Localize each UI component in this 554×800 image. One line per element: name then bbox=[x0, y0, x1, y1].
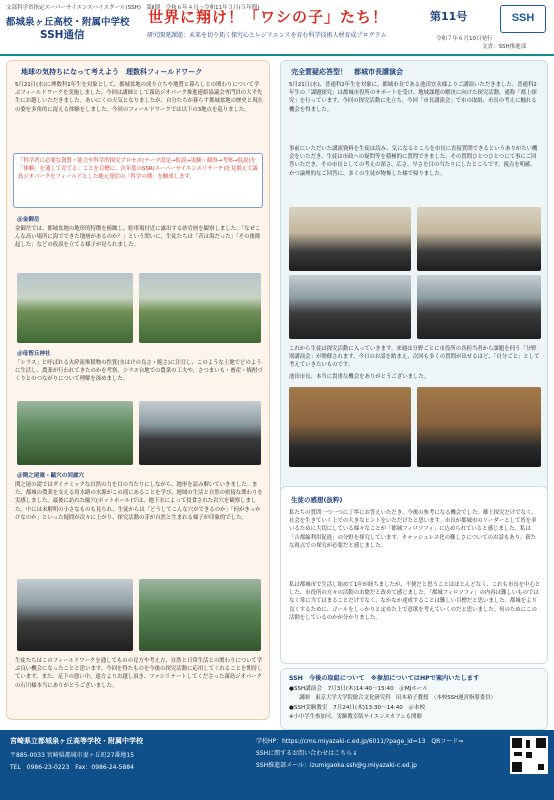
lecture-thanks: 池田市長、本当に貴重な機会をありがとうございました。 bbox=[289, 374, 430, 380]
contact-label: SSHに関するお問い合わせはこちら⇓ bbox=[256, 750, 358, 757]
lecture-qa-text: 事前にいただいた講演資料を生徒は読み、気になるところを市長に直接質問できるというありがたい機会をいただき、生徒は市政への疑問等を積極的に質問できました。その質問ひとつひとつにて事にご回答いただき、その市長としての考えの深さ、広さ、早さを目の当たりにしたところです。視点を明確、かつ論理的なご回答に、多くの生徒が物怖した様で帰りました。 bbox=[289, 146, 538, 177]
student-question-photo bbox=[417, 275, 541, 339]
kanaontake-text: 金御岳では、都城盆地の地形的特徴を俯瞰し、駐車場付近に露出する砂岩層を観察しました。「なぜこんな高い場所に海でできた地層があるのか？」という問いに、生徒たちは「昔は海だった」「その後隆起した」などの仮説を立てる様子が見られました。 bbox=[15, 226, 261, 249]
sekinoo-text: 関之尾の滝ではダイナミックな自然の力を目の当たりにしながら、地形を読み解いていきました。また、都城の農業を支える用水路の水源がこの滝にあることを学び、地域の生活と自然の密接な関わりを実感しました。最後に訪れた甌穴(ポットホール)では、地下水によって侵食された岩穴を観察しました。中には未解明の小さなものも見られ、生徒からは「どうしてこんな穴ができるのか」「何がきっかけなのか」といった疑問が次々に上がり、探究活動の芽が自然と生まれる様子が印象的でした。 bbox=[15, 482, 263, 521]
location-mochio-shrine: ＠母智丘神社 bbox=[17, 351, 51, 357]
footer bbox=[0, 730, 554, 800]
ssh-email-link[interactable]: SSH推進部メール：izumigaoka.ssh@g.miyazaki-c.ed.jp bbox=[256, 762, 417, 769]
fieldwork-summary: 生徒たちはこのフィールドワークを通してものの見方や考え方、自然と日常生活との関わりについて学ぶ良い機会になったことと思います。今回を得たものを今後の探究活動に応用してくれることを期待しています。また、足下の悪い中、遠方よりお越し頂き、ファシリテートしてくださった霧島ジオパークの石川様本当にありがとうございました。 bbox=[15, 658, 263, 689]
fieldwork-article bbox=[6, 60, 270, 720]
event-lecture-speaker: 講師 東京大学大学院総合文化研究科 田本裕子教授 （本校SSH運営指導委員） bbox=[299, 695, 496, 701]
lecture-intro: 5月21日(水)、普通科2年生を対象に、都城市長である池田宜永様よりご講演いただきました。普通科2年生の「課題探究」は都城市役所のサポートを受け、地域課題の解決に向けた探究活動。通称「都上探究」を行っています。今回の探究活動に先立ち、今回「市長講演会」で市の取組、市長の考えに触れる機会を得ました。 bbox=[289, 82, 537, 113]
event-lecture: ●SSH講演会 7月3日(木)14:40～15:40 ＠MJホール bbox=[289, 686, 428, 692]
upcoming-title: SSH 今後の取組について ※参加についてはHPで案内いたします bbox=[289, 675, 480, 682]
sekinoo-pothole-photo bbox=[139, 579, 261, 651]
school-name: 都城泉ヶ丘高校・附属中学校 bbox=[6, 17, 130, 28]
location-sekinoo-falls: ＠関之尾滝・甌穴の回廊穴 bbox=[17, 473, 85, 479]
location-kanaontake: ＠金御岳 bbox=[17, 217, 40, 223]
issue-date: 令和７年６月10日発行 bbox=[436, 36, 493, 42]
mochio-students-photo bbox=[139, 401, 261, 465]
upcoming-events-box bbox=[280, 668, 548, 730]
footer-address: 〒885-0033 宮崎県都城市妻ヶ丘町27番地15 bbox=[10, 752, 135, 759]
lecture-title: 完全質疑応答型！ 都城市長講演会 bbox=[291, 68, 403, 76]
audience-photo-2 bbox=[289, 275, 411, 339]
mochio-landscape-photo bbox=[17, 401, 133, 465]
ssh-logo: SSH bbox=[500, 5, 546, 33]
footer-phone: TEL 0986-23-0223 Fax：0986-24-5884 bbox=[10, 764, 134, 771]
sekinoo-group-photo bbox=[17, 579, 133, 651]
impression-1: 私たちの質問一つ一つに丁寧にお答えいただき、今後の参考になる機会でした。郷土探究だけでなく、社会を生きていく上での大きなヒントをいただけたと思います。市長が都城市のリーダーとして皆を率いるために大切にしている様々なことが「都城フィロソフィ」に込められていると感じました。私は「吉都線利用促進」の分野を探究しています。キャッシュレス化の難しさについてのお話もあり、新たな視点での探究が必要だと感じました。 bbox=[289, 510, 537, 549]
masthead bbox=[0, 0, 554, 56]
footer-school-name: 宮崎県立都城泉ヶ丘高等学校・附属中学校 bbox=[10, 737, 143, 745]
mayor-lecture-article bbox=[280, 60, 548, 530]
mochio-text: 「シラス」と呼ばれる火砕流堆積物の性質(水はけの良さ・脆さ)に注目し、このような土地でどのように生活し、農業が行われてきたのかを考察。シラス台地での農業の工夫や、さつまいも・畜産・焼酎づくりとのつながりについて理解を深めました。 bbox=[15, 360, 263, 383]
event-experiment: ●SSH実験教室 7月24日(木)13:30～14:40 ＠本校 bbox=[289, 705, 426, 711]
kanaontake-view-photo bbox=[17, 273, 133, 343]
issue-number: 第11号 bbox=[430, 10, 468, 23]
event-experiment-note: ※小中学生参加可。実験教室版サイエンスカフェも開催 bbox=[289, 714, 422, 720]
page-title: 世界に翔け！「ワシの子」たち！ bbox=[148, 8, 389, 26]
mayor-stage-photo bbox=[289, 387, 411, 467]
student-mic-photo bbox=[417, 387, 541, 467]
research-subtitle: 研究開発課題：未来を切り拓く探究心とレジリエンスを育む科学技術人材育成プログラム bbox=[147, 32, 387, 39]
kanaontake-valley-photo bbox=[139, 273, 261, 343]
school-homepage-link[interactable]: 学校HP：https://cms.miyazaki-c.ed.jp/6011/?page_id=13 QRコード⇒ bbox=[256, 738, 464, 745]
designation-line: 文部科学省指定スーパーサイエンスハイスクール(SSH) 第Ⅱ期 令和６年４月～令和11年３月(５年間) bbox=[6, 5, 260, 11]
student-impressions-box bbox=[280, 486, 548, 664]
fieldwork-title: 地球の気持ちになって考えよう 理数科フィールドワーク bbox=[21, 68, 203, 76]
audience-photo-1 bbox=[417, 207, 541, 271]
newsletter-name: SSH通信 bbox=[40, 29, 85, 41]
author-credit: 文責：SSH推進部 bbox=[482, 44, 527, 50]
mayor-speaking-photo bbox=[289, 207, 411, 271]
fieldwork-intro: 5月21日(水)に理数科1年生を対象として、都城盆地の成り立ちや地質と暮らしとの関わりについて学ぶフィールドワークを実施しました。今回は講師として霧島ジオパーク推進連絡協議会専門員の大平先生にお越しいただきました。あいにくの天気となりましたが、自分たちが暮らす都城盆地の歴史と現在の姿を多角的に捉える体験をしました。今回のフィールドワークでは以下の3地点を巡りました。 bbox=[15, 82, 263, 113]
impressions-title: 生徒の感想(抜粋) bbox=[291, 496, 343, 504]
fieldwork-goal-callout: 「科学者に必要な資質・能力や科学的探究プロセス(テーマ設定→仮説→実験・観察→考察→仮説)を「体験」を通して育てる」ことを目標に、次年度のSSR(スーパーサイエンスリサーチ)を見据えて霧島ジオパークをフィールドとした地元発信の「科学の種」を醸成します。 bbox=[13, 153, 263, 208]
impression-2: 私は都城市で生活し始めて1年が経ちましたが、不便だと思うことはほとんどなく、これも市長を中心とした、市役所の方々の活動のお陰だと改めて感じました。「都城フィロソフィ」の内容は難しいものではなく常に当てはまることだけでなく、なかなか達成することは難しい目標だと思いました。都城をより良くするために、ゴールをしっかりと定めた上で意欲を考えていくのだと思いました。何のためにこの活動をしているのかが分かりました。 bbox=[289, 582, 541, 621]
lecture-next-steps: これから生徒は探究活動に入っていきます。来週は分野ごとに市役所の各担当者から課題を伺う「分野別講演会」が開催されます。今日のお話を踏まえ、次回も多くの質問が出せるほど、「自分ごと」として考えていきたいものです。 bbox=[289, 346, 540, 369]
qr-code-icon[interactable] bbox=[510, 736, 548, 774]
